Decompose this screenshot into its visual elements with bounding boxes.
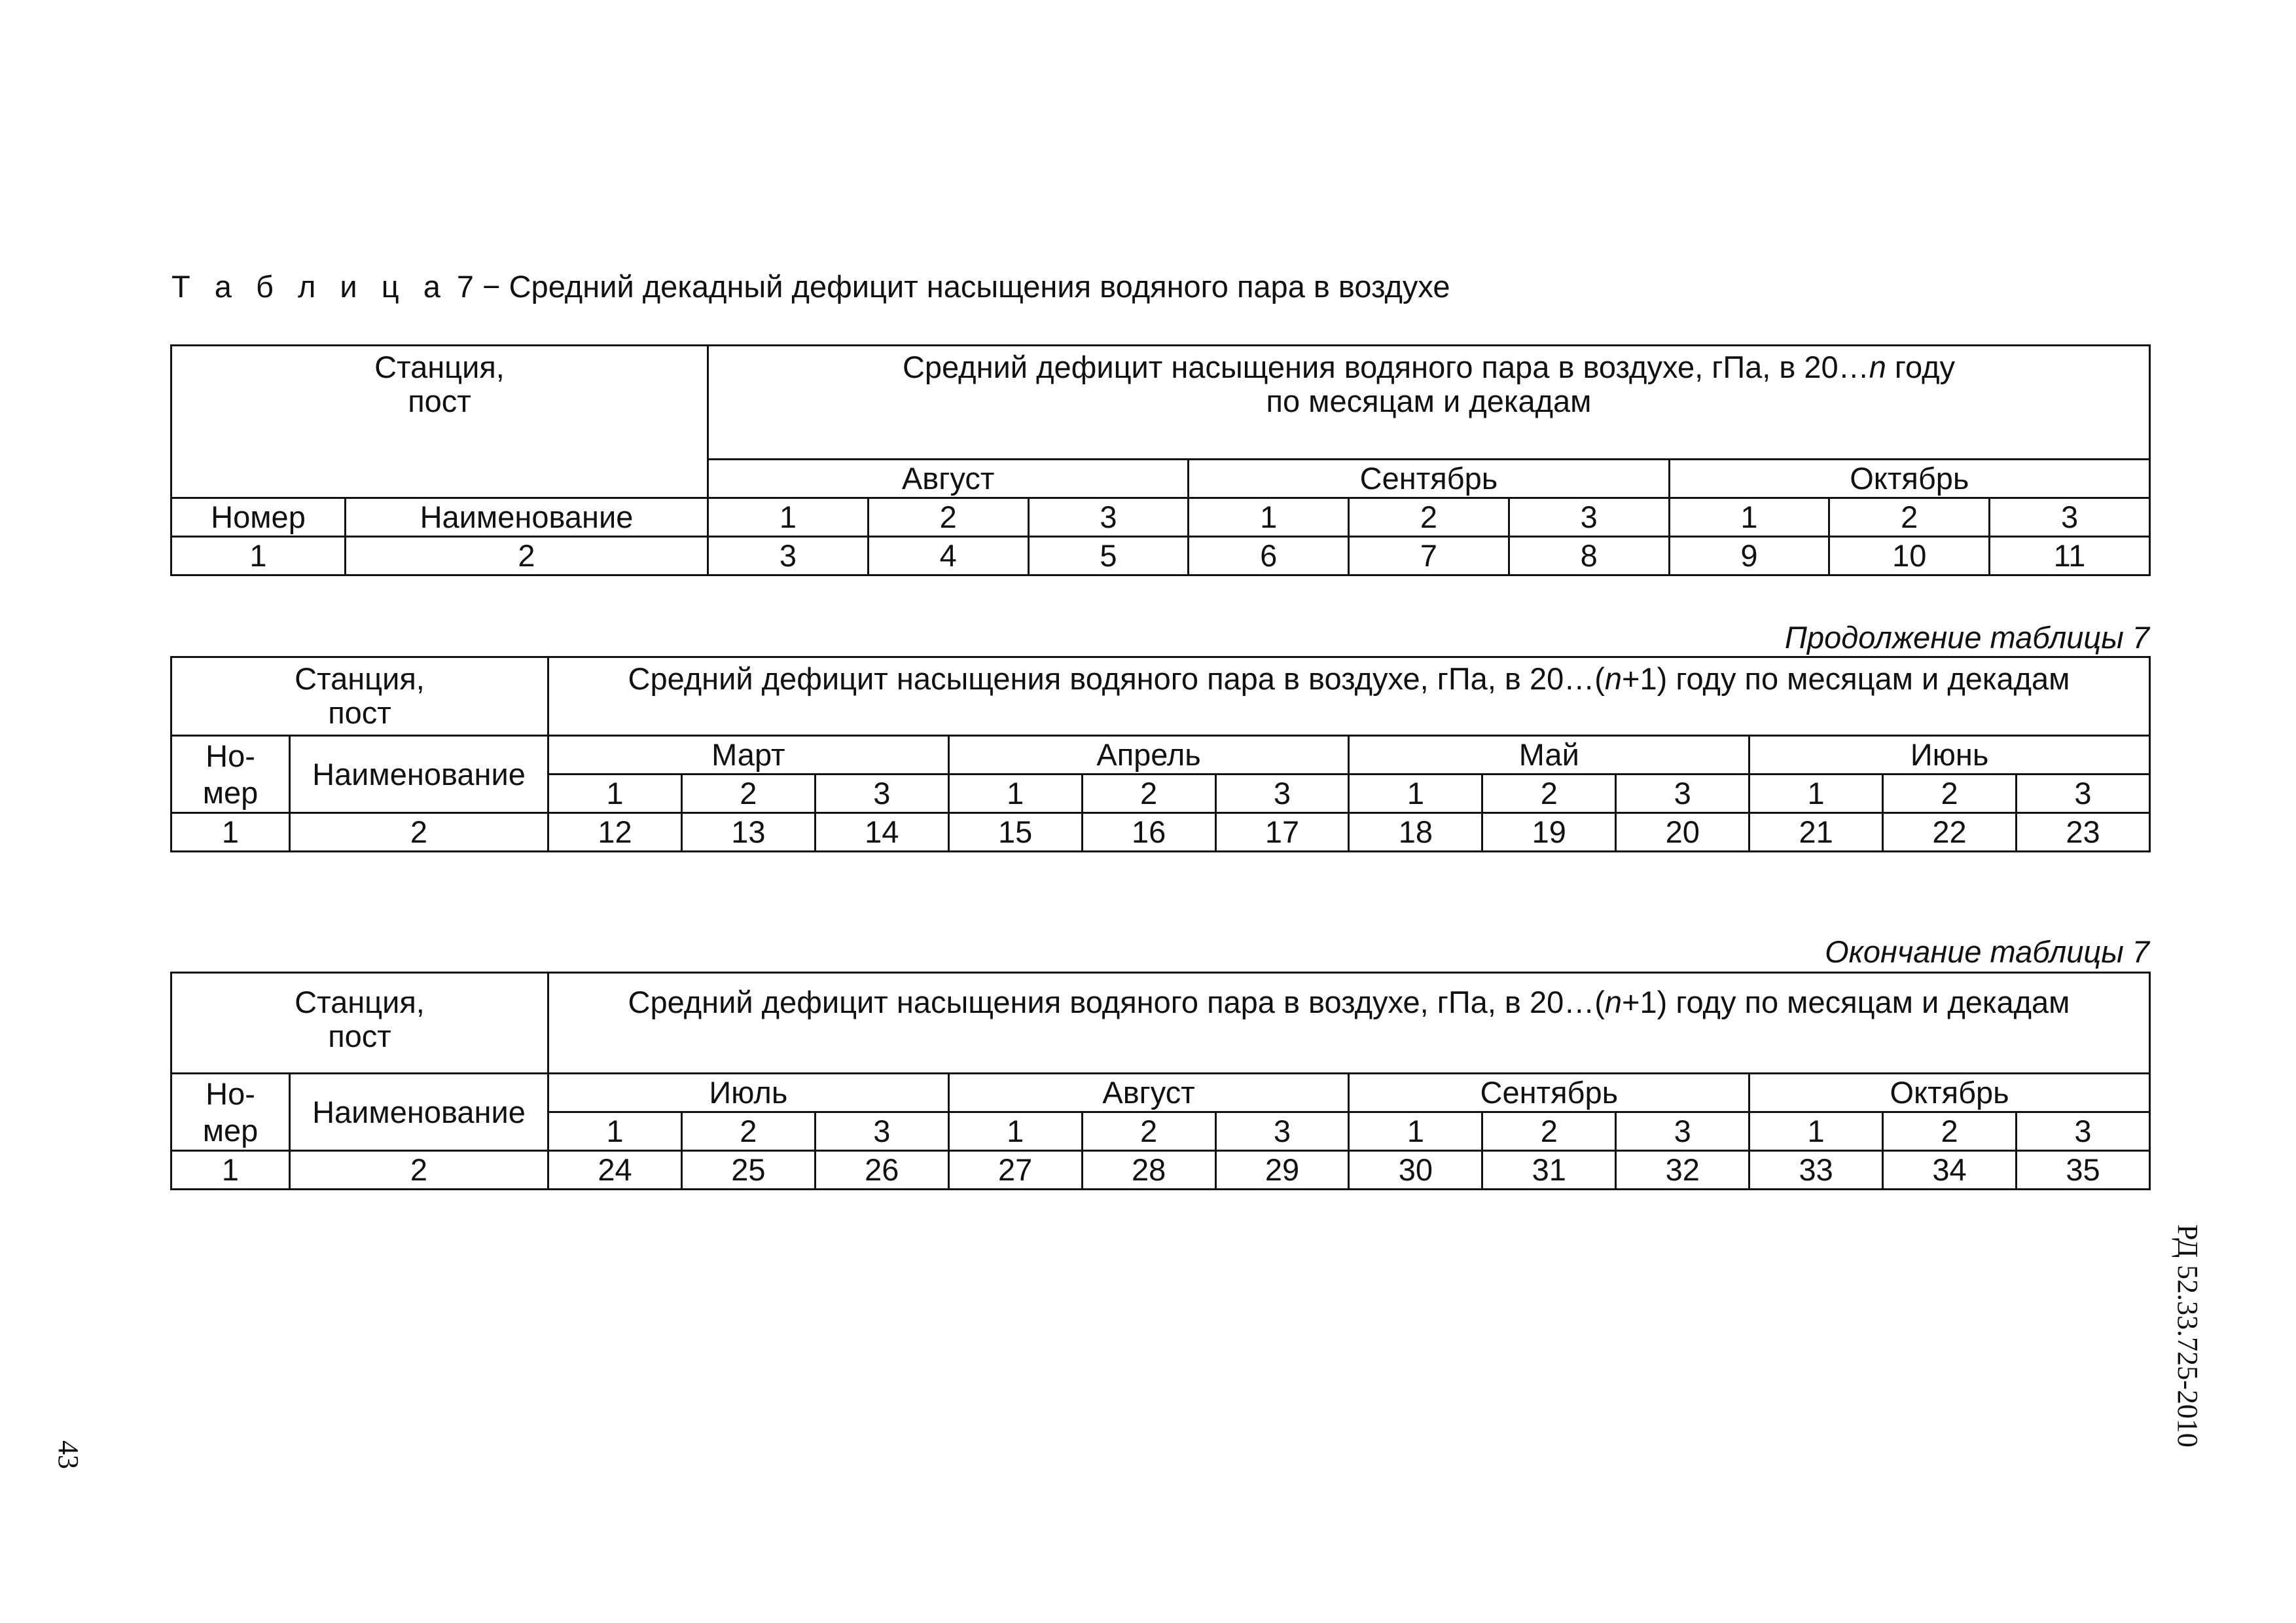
decade-cell: 1 xyxy=(548,775,682,813)
decade-cell: 2 xyxy=(1829,498,1990,537)
index-cell: 17 xyxy=(1215,813,1349,852)
index-cell: 22 xyxy=(1883,813,2017,852)
col-name-header: Наименование xyxy=(290,736,548,813)
decade-cell: 1 xyxy=(548,1112,682,1151)
index-cell: 2 xyxy=(290,1151,548,1190)
decade-cell: 1 xyxy=(1349,1112,1482,1151)
station-header: Станция, пост xyxy=(171,973,548,1074)
index-cell: 28 xyxy=(1082,1151,1215,1190)
index-cell: 10 xyxy=(1829,537,1990,575)
month-header: Май xyxy=(1349,736,1749,775)
decade-cell: 2 xyxy=(1482,775,1616,813)
table-7-part-3 xyxy=(170,972,2151,1190)
decade-cell: 3 xyxy=(1616,1112,1749,1151)
index-cell: 13 xyxy=(681,813,815,852)
index-cell: 9 xyxy=(1669,537,1829,575)
month-header: Август xyxy=(948,1074,1349,1112)
index-cell: 30 xyxy=(1349,1151,1482,1190)
decade-cell: 2 xyxy=(868,498,1028,537)
decade-cell: 2 xyxy=(1482,1112,1616,1151)
index-cell: 14 xyxy=(815,813,948,852)
index-cell: 2 xyxy=(346,537,708,575)
continuation-label: Продолжение таблицы 7 xyxy=(1784,620,2149,655)
month-header: Октябрь xyxy=(1749,1074,2150,1112)
station-header: Станция, пост xyxy=(171,346,708,498)
decade-cell: 1 xyxy=(708,498,869,537)
index-cell: 8 xyxy=(1509,537,1669,575)
end-label: Окончание таблицы 7 xyxy=(1825,934,2149,969)
main-header: Средний дефицит насыщения водяного пара в воздухе, гПа, в 20…n году по месяцам и декадам xyxy=(708,346,2150,460)
index-cell: 2 xyxy=(290,813,548,852)
month-header: Август xyxy=(708,460,1189,498)
index-cell: 7 xyxy=(1349,537,1509,575)
index-cell: 15 xyxy=(948,813,1082,852)
index-cell: 26 xyxy=(815,1151,948,1190)
table-7-part-1 xyxy=(170,344,2151,576)
decade-cell: 3 xyxy=(1509,498,1669,537)
index-cell: 33 xyxy=(1749,1151,1883,1190)
index-cell: 16 xyxy=(1082,813,1215,852)
decade-cell: 3 xyxy=(2016,1112,2149,1151)
table-7-part-2 xyxy=(170,656,2151,852)
index-row xyxy=(171,1151,2150,1190)
months-row xyxy=(171,736,2150,775)
index-cell: 1 xyxy=(171,537,346,575)
station-header: Станция, пост xyxy=(171,657,548,736)
decade-cell: 2 xyxy=(1883,1112,2017,1151)
month-header: Сентябрь xyxy=(1189,460,1669,498)
decade-cell: 3 xyxy=(1215,1112,1349,1151)
decade-cell: 1 xyxy=(1749,775,1883,813)
decade-cell: 2 xyxy=(1082,1112,1215,1151)
decade-cell: 2 xyxy=(1349,498,1509,537)
decades-row xyxy=(171,498,2150,537)
decade-cell: 3 xyxy=(1990,498,2150,537)
months-row xyxy=(171,1074,2150,1112)
decade-cell: 1 xyxy=(948,775,1082,813)
decade-cell: 2 xyxy=(1082,775,1215,813)
index-cell: 1 xyxy=(171,813,290,852)
index-row xyxy=(171,813,2150,852)
decade-cell: 2 xyxy=(1883,775,2017,813)
index-cell: 25 xyxy=(681,1151,815,1190)
col-name-header: Наименование xyxy=(346,498,708,537)
index-cell: 34 xyxy=(1883,1151,2017,1190)
index-cell: 1 xyxy=(171,1151,290,1190)
decade-cell: 3 xyxy=(1616,775,1749,813)
index-cell: 21 xyxy=(1749,813,1883,852)
table-caption-text: 7 − Средний декадный дефицит насыщения водяного пара в воздухе xyxy=(448,269,1450,304)
index-cell: 19 xyxy=(1482,813,1616,852)
index-cell: 12 xyxy=(548,813,682,852)
main-header: Средний дефицит насыщения водяного пара в воздухе, гПа, в 20…(n+1) году по месяцам и декадам xyxy=(548,657,2150,736)
index-cell: 23 xyxy=(2016,813,2149,852)
col-number-header: Но-мер xyxy=(171,736,290,813)
month-header: Сентябрь xyxy=(1349,1074,1749,1112)
decade-cell: 1 xyxy=(1189,498,1349,537)
decade-cell: 1 xyxy=(1749,1112,1883,1151)
index-cell: 5 xyxy=(1028,537,1189,575)
decade-cell: 3 xyxy=(1215,775,1349,813)
month-header: Апрель xyxy=(948,736,1349,775)
index-cell: 27 xyxy=(948,1151,1082,1190)
index-cell: 18 xyxy=(1349,813,1482,852)
col-name-header: Наименование xyxy=(290,1074,548,1151)
table-caption xyxy=(171,268,1450,304)
document-code: РД 52.33.725-2010 xyxy=(2172,1224,2204,1448)
index-cell: 35 xyxy=(2016,1151,2149,1190)
decade-cell: 2 xyxy=(681,1112,815,1151)
col-number-header: Номер xyxy=(171,498,346,537)
month-header: Июль xyxy=(548,1074,949,1112)
decade-cell: 3 xyxy=(815,775,948,813)
index-cell: 20 xyxy=(1616,813,1749,852)
decade-cell: 3 xyxy=(1028,498,1189,537)
decade-cell: 3 xyxy=(2016,775,2149,813)
decade-cell: 1 xyxy=(948,1112,1082,1151)
month-header: Июнь xyxy=(1749,736,2150,775)
index-cell: 3 xyxy=(708,537,869,575)
index-cell: 24 xyxy=(548,1151,682,1190)
main-header: Средний дефицит насыщения водяного пара в воздухе, гПа, в 20…(n+1) году по месяцам и декадам xyxy=(548,973,2150,1074)
month-header: Март xyxy=(548,736,949,775)
index-cell: 4 xyxy=(868,537,1028,575)
index-cell: 11 xyxy=(1990,537,2150,575)
month-header: Октябрь xyxy=(1669,460,2149,498)
index-cell: 32 xyxy=(1616,1151,1749,1190)
index-row xyxy=(171,537,2150,575)
table-caption-label: Т а б л и ц а xyxy=(171,269,448,304)
page-number: 43 xyxy=(52,1440,84,1469)
decade-cell: 3 xyxy=(815,1112,948,1151)
index-cell: 29 xyxy=(1215,1151,1349,1190)
decade-cell: 1 xyxy=(1669,498,1829,537)
index-cell: 31 xyxy=(1482,1151,1616,1190)
col-number-header: Но-мер xyxy=(171,1074,290,1151)
decade-cell: 1 xyxy=(1349,775,1482,813)
index-cell: 6 xyxy=(1189,537,1349,575)
decade-cell: 2 xyxy=(681,775,815,813)
